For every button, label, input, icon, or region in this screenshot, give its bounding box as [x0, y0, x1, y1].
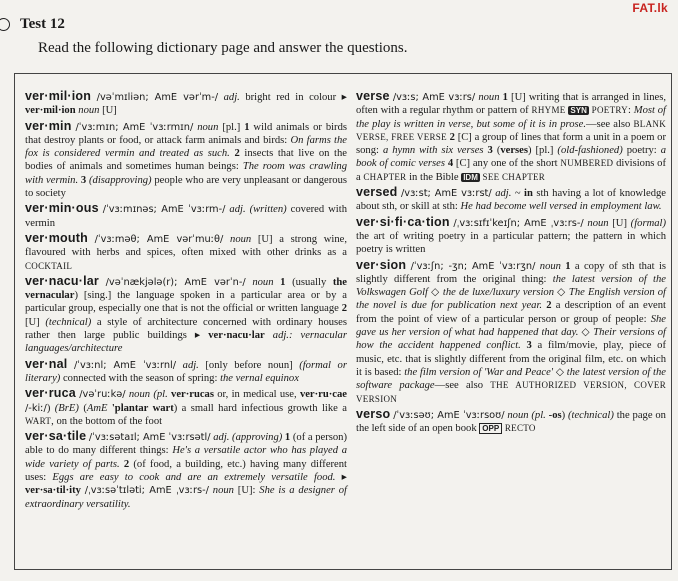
watermark: FAT.lk [632, 1, 668, 15]
entry-versed: versed /vɜːst; AmE vɜːrst/ adj. ~ in sth having a lot of knowledge about sth, or skill at sth: He had become well versed in employment law. [356, 185, 667, 213]
circle-bullet-icon [0, 18, 10, 31]
entry-vernacular: ver·nacu·lar /vəˈnækjələ(r); AmE vərˈn-/ noun 1 (usually the vernacular) [sing.] the language spoken in a particular area or by a particular group, especially one that is not the official or written language 2 [U] (technical) a style of architecture concerned with ordinary houses rather then large public buildings ▸ ver·nacu·lar adj.: vernacular languages/architecture [25, 273, 348, 355]
entry-vermouth: ver·mouth /ˈvɜːməθ; AmE vərˈmuːθ/ noun [U] a strong wine, flavoured with herbs and spices, often mixed with other drinks as a COCKTAIL [25, 230, 348, 271]
instruction-text: Read the following dictionary page and answer the questions. [38, 40, 408, 56]
test-title: Test 12 [20, 15, 65, 32]
entry-vermilion: ver·mil·ion /vəˈmɪliən; AmE vərˈm-/ adj. bright red in colour ▸ ver·mil·ion noun [U] [25, 89, 347, 117]
left-column [25, 89, 347, 512]
entry-vernal: ver·nal /ˈvɜːnl; AmE ˈvɜːrnl/ adj. [only before noun] (formal or literary) connected with the season of spring: the vernal equinox [25, 356, 347, 384]
entry-verruca: ver·ruca /vəˈruːkə/ noun (pl. ver·rucas or, in medical use, ver·ru·cae /-kiː/) (BrE) (AmE 'plantar wart) a small hard infectious growth like a WART, on the bottom of the foot [25, 386, 347, 427]
right-column [356, 89, 666, 436]
entry-version: ver·sion /ˈvɜːʃn; -ʒn; AmE ˈvɜːrʒn/ noun 1 a copy of sth that is slightly different from the original thing: the latest version of the Volkswagen Golf ◇ the de luxe/luxury version ◇ The English version of the novel is due for publication next year. 2 a description of an event from the point of view of a particular person or group of people: She gave us her version of what had happened that day. ◇ Their versions of how the accident happened conflict. 3 a film/movie, play, piece of music, etc. that is slightly different from the original film, etc. on which it is based: the film version of 'War and Peace' ◇ the latest version of the software package—see also THE AUTHORIZED VERSION, COVER VERSION [356, 257, 667, 404]
test-heading [0, 15, 65, 33]
entry-vermin: ver·min /ˈvɜːmɪn; AmE ˈvɜːrmɪn/ noun [pl.] 1 wild animals or birds that destroy plants or food, or attack farm animals and birds: On farms the fox is considered vermin and treated as such. 2 insects that live on the bodies of animals and sometimes human beings: The room was crawling with vermin. 3 (disapproving) people who are very unpleasant or dangerous to society [25, 118, 348, 200]
entry-verso: verso /ˈvɜːsəʊ; AmE ˈvɜːrsoʊ/ noun (pl. -os) (technical) the page on the left side of an open book OPP RECTO [356, 406, 666, 435]
entry-verminous: ver·min·ous /ˈvɜːmɪnəs; AmE ˈvɜːrm-/ adj. (written) covered with vermin [25, 201, 347, 229]
entry-versification: ver·si·fi·ca·tion /ˌvɜːsɪfɪˈkeɪʃn; AmE ˌvɜːrs-/ noun [U] (formal) the art of writing poetry in a particular pattern; the pattern in which poetry is written [356, 214, 666, 256]
dictionary-page [14, 73, 672, 570]
entry-verse: verse /vɜːs; AmE vɜːrs/ noun 1 [U] writing that is arranged in lines, often with a regular rhythm or pattern of RHYME SYN POETRY: Most of the play is written in verse, but some of it is in prose.—see also BLANK VERSE, FREE VERSE 2 [C] a group of lines that form a unit in a poem or song: a hymn with six verses 3 (verses) [pl.] (old-fashioned) poetry: a book of comic verses 4 [C] any one of the short NUMBERED divisions of a CHAPTER in the Bible IDM SEE CHAPTER [356, 89, 667, 183]
entry-versatile: ver·sa·tile /ˈvɜːsətaɪl; AmE ˈvɜːrsətl/ adj. (approving) 1 (of a person) able to do many different things: He's a versatile actor who has played a wide variety of parts. 2 (of food, a building, etc.) having many different uses: Eggs are easy to cook and are an extremely versatile food. ▸ ver·sa·til·ity /ˌvɜːsəˈtɪləti; AmE ˌvɜːrs-/ noun [U]: She is a designer of extraordinary versatility. [25, 429, 348, 510]
